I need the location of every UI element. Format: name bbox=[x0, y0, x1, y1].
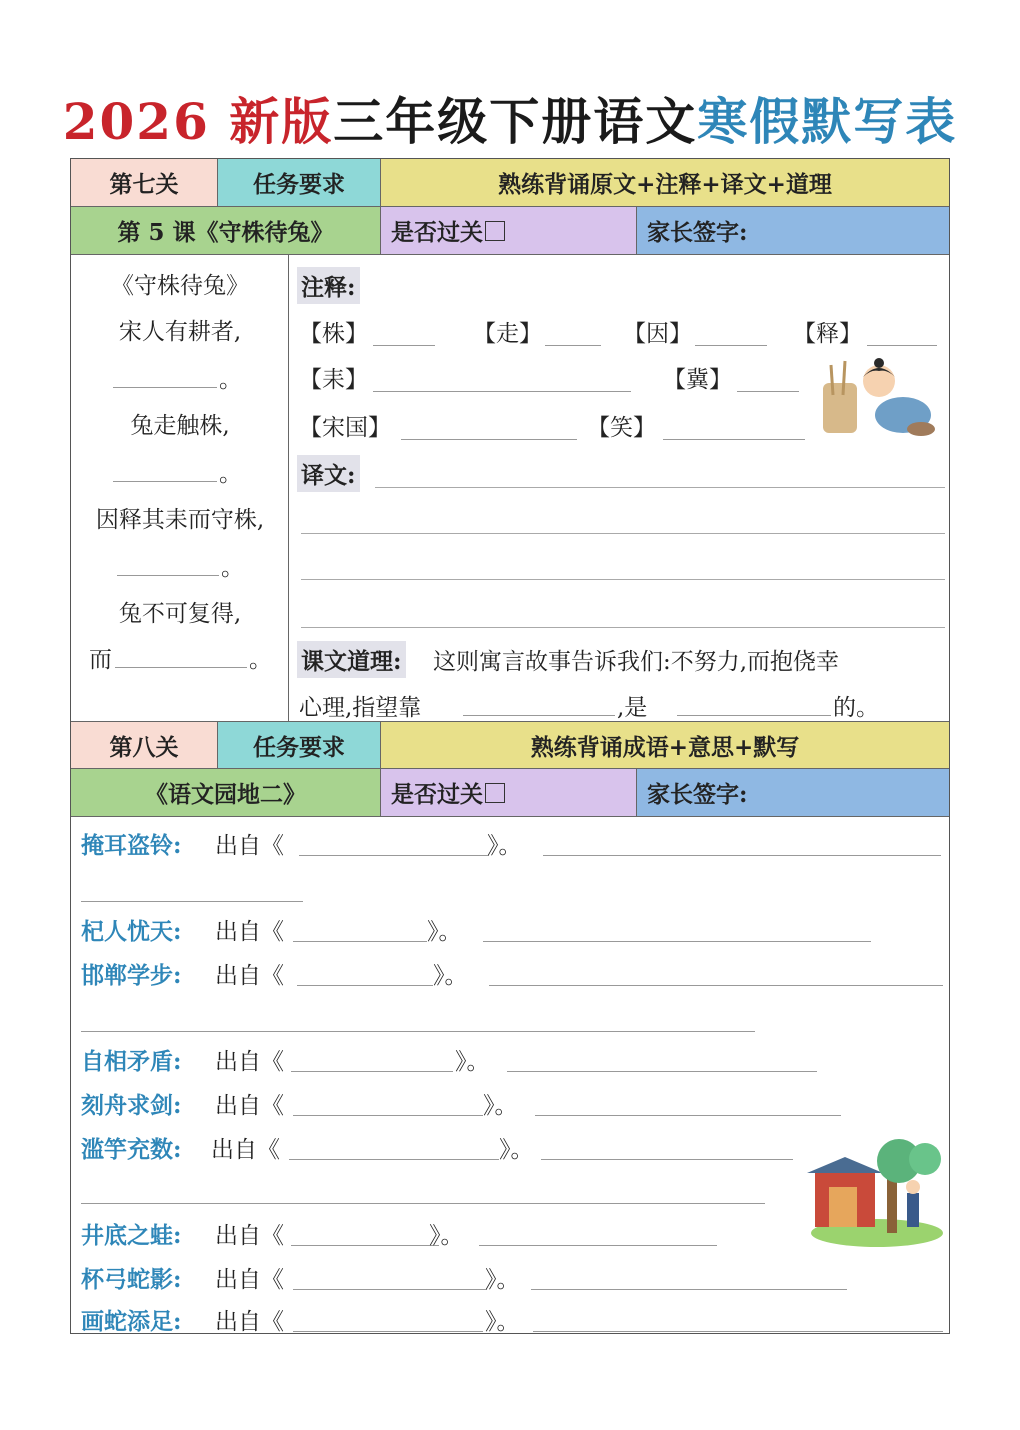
idiom-7-from: 出自《 bbox=[215, 1223, 284, 1249]
level7-name: 第七关 bbox=[71, 159, 218, 207]
text-line-1: 宋人有耕者, bbox=[118, 319, 242, 345]
note-zou: 【走】 bbox=[473, 321, 542, 347]
idiom-9-close: 》。 bbox=[485, 1309, 520, 1335]
note-zhu-blank[interactable] bbox=[373, 345, 435, 346]
idiom-8-source-blank[interactable] bbox=[293, 1289, 487, 1290]
translation-label: 译文: bbox=[297, 455, 360, 492]
idiom-5-source-blank[interactable] bbox=[293, 1115, 483, 1116]
idiom-6-from: 出自《 bbox=[211, 1137, 280, 1163]
text-period-4: 。 bbox=[249, 647, 272, 673]
idiom-2: 杞人忧天: bbox=[81, 918, 182, 945]
idiom-7: 井底之蛙: bbox=[81, 1222, 182, 1249]
idiom-5-from: 出自《 bbox=[215, 1093, 284, 1119]
note-xiao: 【笑】 bbox=[587, 415, 656, 441]
level8-task: 熟练背诵成语+意思+默写 bbox=[381, 721, 949, 769]
temple-illustration bbox=[807, 1137, 945, 1247]
idiom-8-close: 》。 bbox=[485, 1267, 520, 1293]
blank-line-1[interactable] bbox=[113, 387, 217, 388]
idiom-1: 掩耳盗铃: bbox=[81, 832, 182, 859]
basket-shape bbox=[823, 383, 857, 433]
moral-line2-mid: ,是 bbox=[617, 695, 648, 721]
idiom-4-from: 出自《 bbox=[215, 1049, 284, 1075]
idiom-9-meaning-blank[interactable] bbox=[533, 1331, 943, 1332]
idiom-3-from: 出自《 bbox=[215, 963, 284, 989]
idiom-2-from: 出自《 bbox=[215, 919, 284, 945]
idiom-3: 邯郸学步: bbox=[81, 962, 182, 989]
title-new: 新版 bbox=[229, 92, 334, 151]
moral-line2-end: 的。 bbox=[833, 695, 879, 721]
idiom-1-meaning-blank[interactable] bbox=[543, 855, 941, 856]
level7-lesson: 第 5 课《守株待兔》 bbox=[71, 207, 381, 255]
temple-roof bbox=[807, 1157, 883, 1173]
level8-task-label: 任务要求 bbox=[218, 721, 381, 769]
translation-line-3[interactable] bbox=[301, 579, 945, 580]
text-period-2: 。 bbox=[219, 461, 242, 487]
level8-name: 第八关 bbox=[71, 721, 218, 769]
idiom-4-meaning-blank[interactable] bbox=[507, 1071, 817, 1072]
level7-pass[interactable] bbox=[381, 207, 637, 255]
idiom-9-source-blank[interactable] bbox=[293, 1331, 483, 1332]
level7-pass-checkbox[interactable] bbox=[485, 221, 505, 241]
text-er: 而 bbox=[89, 647, 112, 673]
idiom-5: 刻舟求剑: bbox=[81, 1092, 182, 1119]
idiom-6-source-blank[interactable] bbox=[289, 1159, 499, 1160]
idiom-4-close: 》。 bbox=[455, 1049, 490, 1075]
translation-line-4[interactable] bbox=[301, 627, 945, 628]
title-middle: 三年级下册语文 bbox=[333, 92, 698, 151]
note-shi-blank[interactable] bbox=[867, 345, 937, 346]
idiom-6: 滥竽充数: bbox=[81, 1136, 182, 1163]
moral-text: 这则寓言故事告诉我们:不努力,而抱侥幸 bbox=[433, 649, 840, 675]
note-yin: 【因】 bbox=[623, 321, 692, 347]
idiom-7-source-blank[interactable] bbox=[291, 1245, 439, 1246]
translation-line-1[interactable] bbox=[375, 487, 945, 488]
note-ji-blank[interactable] bbox=[737, 391, 799, 392]
translation-line-2[interactable] bbox=[301, 533, 945, 534]
title-end: 寒假默写表 bbox=[697, 92, 958, 151]
idiom-9-from: 出自《 bbox=[215, 1309, 284, 1335]
title-year: 2026 bbox=[62, 92, 210, 151]
worksheet bbox=[70, 158, 950, 1334]
person-shape bbox=[907, 1193, 919, 1227]
text-period-3: 。 bbox=[221, 555, 244, 581]
idiom-5-meaning-blank[interactable] bbox=[535, 1115, 841, 1116]
blank-line-4[interactable] bbox=[115, 667, 247, 668]
idiom-6-meaning-blank-2[interactable] bbox=[81, 1203, 765, 1204]
idiom-2-meaning-blank[interactable] bbox=[483, 941, 871, 942]
idiom-8: 杯弓蛇影: bbox=[81, 1266, 182, 1293]
moral-blank-2[interactable] bbox=[677, 715, 831, 716]
level8-lesson: 《语文园地二》 bbox=[71, 769, 381, 817]
note-zhu: 【株】 bbox=[299, 321, 368, 347]
idiom-2-source-blank[interactable] bbox=[293, 941, 427, 942]
level7-task: 熟练背诵原文+注释+译文+道理 bbox=[381, 159, 949, 207]
level8-pass[interactable] bbox=[381, 769, 637, 817]
level7-sign: 家长签字: bbox=[637, 207, 949, 255]
idiom-3-meaning-blank[interactable] bbox=[489, 985, 943, 986]
idiom-3-meaning-blank-2[interactable] bbox=[81, 1031, 755, 1032]
idiom-1-from: 出自《 bbox=[215, 833, 284, 859]
note-yin-blank[interactable] bbox=[695, 345, 767, 346]
page-title bbox=[0, 82, 1020, 154]
note-ji: 【冀】 bbox=[663, 367, 732, 393]
note-xiao-blank[interactable] bbox=[663, 439, 805, 440]
idiom-8-from: 出自《 bbox=[215, 1267, 284, 1293]
level8-pass-checkbox[interactable] bbox=[485, 783, 505, 803]
idiom-4-source-blank[interactable] bbox=[291, 1071, 453, 1072]
level8-sign: 家长签字: bbox=[637, 769, 949, 817]
note-lei: 【耒】 bbox=[299, 367, 368, 393]
idiom-5-close: 》。 bbox=[483, 1093, 518, 1119]
idiom-9: 画蛇添足: bbox=[81, 1308, 182, 1335]
idiom-7-meaning-blank[interactable] bbox=[479, 1245, 717, 1246]
note-zou-blank[interactable] bbox=[545, 345, 601, 346]
note-songguo: 【宋国】 bbox=[299, 415, 391, 441]
moral-blank-1[interactable] bbox=[463, 715, 615, 716]
idiom-4: 自相矛盾: bbox=[81, 1048, 182, 1075]
text-line-2: 兔走触株, bbox=[130, 413, 230, 439]
level7-task-label: 任务要求 bbox=[218, 159, 381, 207]
text-line-3: 因释其耒而守株, bbox=[95, 507, 265, 533]
idiom-6-meaning-blank[interactable] bbox=[541, 1159, 793, 1160]
idiom-7-close: 》。 bbox=[429, 1223, 464, 1249]
note-shi: 【释】 bbox=[793, 321, 862, 347]
idiom-1-meaning-blank-2[interactable] bbox=[81, 901, 303, 902]
level8-pass-label: 是否过关 bbox=[391, 781, 483, 808]
text-title: 《守株待兔》 bbox=[111, 273, 249, 299]
level7-text-column bbox=[71, 255, 289, 721]
level7-pass-label: 是否过关 bbox=[391, 219, 483, 246]
notes-label: 注释: bbox=[297, 267, 360, 304]
idiom-8-meaning-blank[interactable] bbox=[531, 1289, 847, 1290]
blank-line-3[interactable] bbox=[117, 575, 219, 576]
moral-label: 课文道理: bbox=[297, 641, 406, 678]
text-period-1: 。 bbox=[219, 367, 242, 393]
idiom-6-close: 》。 bbox=[499, 1137, 534, 1163]
note-songguo-blank[interactable] bbox=[401, 439, 577, 440]
blank-line-2[interactable] bbox=[113, 481, 217, 482]
note-lei-blank[interactable] bbox=[373, 391, 631, 392]
moral-line2-start: 心理,指望靠 bbox=[299, 695, 422, 721]
idiom-3-source-blank[interactable] bbox=[297, 985, 433, 986]
idiom-3-close: 》。 bbox=[433, 963, 468, 989]
idiom-1-source-blank[interactable] bbox=[299, 855, 489, 856]
idiom-1-close: 》。 bbox=[487, 833, 522, 859]
idiom-2-close: 》。 bbox=[427, 919, 462, 945]
text-line-4: 兔不可复得, bbox=[118, 601, 242, 627]
boy-illustration bbox=[817, 355, 943, 441]
tree-trunk bbox=[887, 1177, 897, 1233]
